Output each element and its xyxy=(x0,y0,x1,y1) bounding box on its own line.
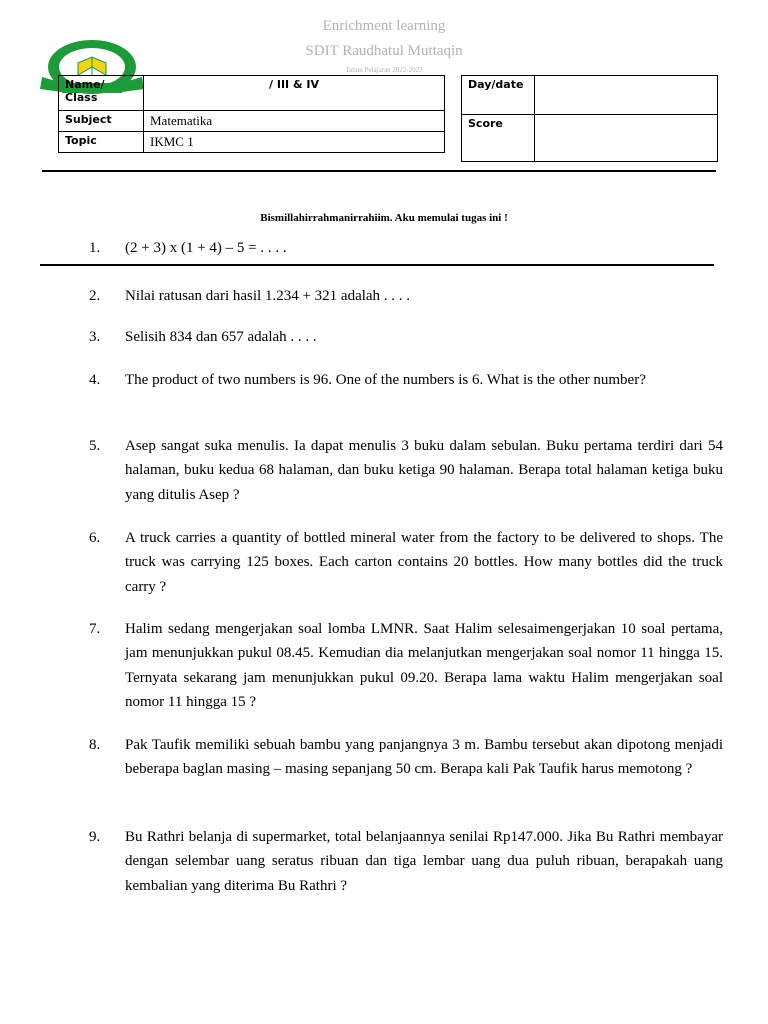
class-label: Class xyxy=(65,91,98,104)
academic-year: Tahun Pelajaran 2022-2023 xyxy=(345,66,423,74)
score-label: Score xyxy=(462,115,535,162)
question-text: (2 + 3) x (1 + 4) – 5 = . . . . xyxy=(125,240,287,256)
header-divider xyxy=(42,170,716,172)
day-date-label: Day/date xyxy=(462,76,535,115)
date-score-table xyxy=(461,75,718,162)
intro-text: Bismillahirrahmanirrahiim. Aku memulai tugas ini ! xyxy=(260,212,508,224)
subject-value: Matematika xyxy=(144,111,445,132)
question-7 xyxy=(89,617,723,714)
question-text: The product of two numbers is 96. One of the numbers is 6. What is the other number? xyxy=(125,372,646,388)
question-number: 8. xyxy=(89,737,101,753)
subject-label: Subject xyxy=(59,111,144,132)
school-name: SDIT Raudhatul Muttaqin xyxy=(305,43,463,59)
question-number: 5. xyxy=(89,438,101,454)
question-number: 4. xyxy=(89,372,101,388)
score-field[interactable] xyxy=(535,115,718,162)
question-number: 9. xyxy=(89,829,101,845)
question-text: A truck carries a quantity of bottled mineral water from the factory to be delivered to shops. The truck was carrying 125 boxes. Each carton contains 20 bottles. How many bottles did the truck carry ? xyxy=(125,530,723,595)
topic-label: Topic xyxy=(59,132,144,153)
name-label: Name/ xyxy=(65,78,105,91)
name-class-label-cell xyxy=(59,76,144,111)
question-3 xyxy=(89,325,723,349)
question-number: 6. xyxy=(89,530,101,546)
class-value: / III & IV xyxy=(144,76,445,111)
section-divider xyxy=(40,264,714,266)
question-text: Selisih 834 dan 657 adalah . . . . xyxy=(125,329,317,345)
topic-value: IKMC 1 xyxy=(144,132,445,153)
question-2 xyxy=(89,284,723,308)
question-9 xyxy=(89,825,723,898)
question-text: Bu Rathri belanja di supermarket, total belanjaannya senilai Rp147.000. Jika Bu Rathri membayar dengan selembar uang seratus ribuan dan tiga lembar uang dua puluh ribuan, berapakah uang kembalian yang diterima Bu Rathri ? xyxy=(125,829,723,894)
question-text: Nilai ratusan dari hasil 1.234 + 321 adalah . . . . xyxy=(125,288,411,304)
question-6 xyxy=(89,526,723,599)
question-5 xyxy=(89,434,723,507)
question-number: 1. xyxy=(89,240,101,256)
question-text: Asep sangat suka menulis. Ia dapat menulis 3 buku dalam sebulan. Buku pertama terdiri dari 54 halaman, buku kedua 68 halaman, dan buku ketiga 90 halaman. Berapa total halaman ketiga buku yang ditulis Asep ? xyxy=(125,438,723,503)
question-1 xyxy=(89,236,723,260)
question-number: 2. xyxy=(89,288,101,304)
header-title: Enrichment learning xyxy=(322,18,446,34)
student-info-table xyxy=(58,75,445,153)
question-8 xyxy=(89,733,723,782)
day-date-field[interactable] xyxy=(535,76,718,115)
question-number: 7. xyxy=(89,621,101,637)
question-4 xyxy=(89,368,723,392)
question-text: Halim sedang mengerjakan soal lomba LMNR. Saat Halim selesaimengerjakan 10 soal pertama, jam menunjukkan pukul 08.45. Kemudian dia melanjutkan mengerjakan soal nomor 11 hingga 15. Ternyata sekarang jam menunjukkan pukul 09.20. Berapa lama waktu Halim mengerjakan soal nomor 11 hingga 15 ? xyxy=(125,621,723,710)
question-text: Pak Taufik memiliki sebuah bambu yang panjangnya 3 m. Bambu tersebut akan dipotong menjadi beberapa baglan masing – masing sepanjang 50 cm. Berapa kali Pak Taufik harus memotong ? xyxy=(125,737,723,778)
question-number: 3. xyxy=(89,329,101,345)
